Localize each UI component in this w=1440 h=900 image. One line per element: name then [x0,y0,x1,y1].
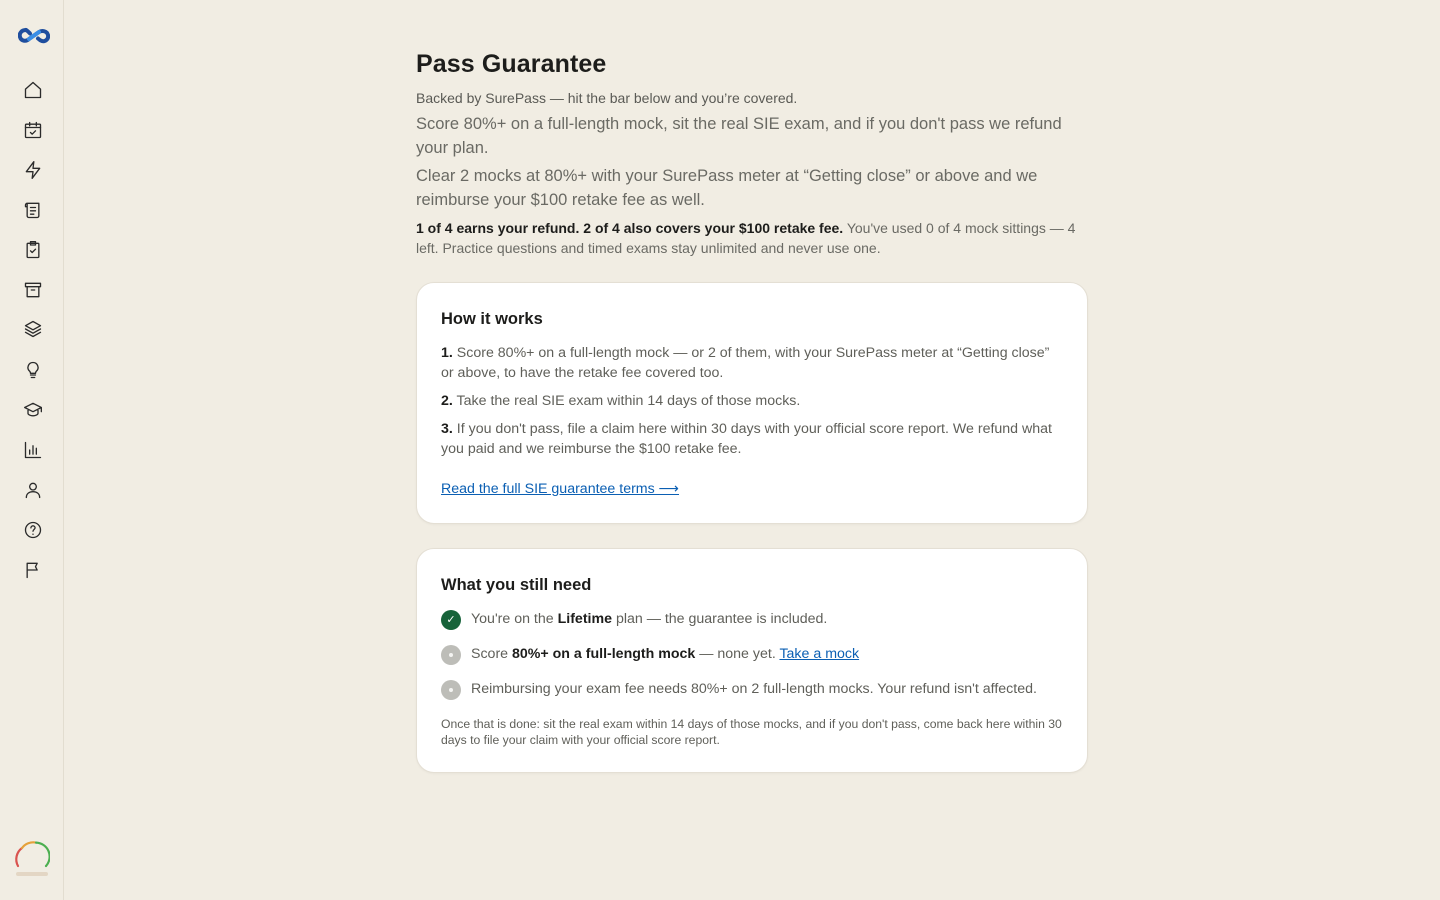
graduation-cap-icon[interactable] [22,399,44,421]
take-a-mock-link[interactable]: Take a mock [779,646,860,662]
req-text-pre: Score [471,646,513,662]
step-number: 1. [441,345,453,361]
mock-usage-strong: 1 of 4 earns your refund. 2 of 4 also covers your $100 retake fee. [416,220,844,236]
requirements-list [441,609,1063,700]
requirement-text [471,644,859,664]
check-icon: ✓ [441,610,461,630]
req-text-pre: You're on the [471,611,558,627]
main-content [416,48,1088,773]
mock-usage-note [416,218,1088,258]
user-icon[interactable] [22,479,44,501]
requirement-retake-fee [441,679,1063,700]
how-it-works-card [416,282,1088,524]
step-1 [441,343,1063,383]
layers-icon[interactable] [22,318,44,340]
calendar-check-icon[interactable] [22,119,44,141]
readiness-meter[interactable] [14,838,50,878]
req-text-post: — none yet. [695,646,780,662]
plan-name: Lifetime [557,611,612,627]
how-it-works-title: How it works [441,310,543,328]
help-circle-icon[interactable] [22,519,44,541]
step-text: If you don't pass, file a claim here within 30 days with your official score report. We refund what you paid and we reimburse the $100 retake fee. [441,421,1052,457]
step-number: 2. [441,393,453,409]
requirement-text: Reimbursing your exam fee needs 80%+ on 2 full-length mocks. Your refund isn't affected. [471,681,1037,697]
lightbulb-icon[interactable] [22,359,44,381]
step-text: Take the real SIE exam within 14 days of those mocks. [452,393,801,409]
step-text: Score 80%+ on a full-length mock — or 2 of them, with your SurePass meter at “Getting close” or above, to have the retake fee covered too. [441,345,1050,381]
pending-dot-icon [441,680,461,700]
requirement-plan [441,609,1063,630]
guarantee-terms-link[interactable]: Read the full SIE guarantee terms ⟶ [441,481,680,497]
req-text-post: plan — the guarantee is included. [612,611,828,627]
sidebar [0,0,64,900]
step-number: 3. [441,421,453,437]
steps-list [441,343,1063,459]
bar-chart-icon[interactable] [22,439,44,461]
clipboard-check-icon[interactable] [22,239,44,261]
step-3 [441,419,1063,459]
requirements-footnote: Once that is done: sit the real exam within 14 days of those mocks, and if you don't pass, come back here within 30 days to file your claim with your official score report. [441,717,1062,747]
requirement-text [471,609,827,629]
bolt-icon[interactable] [22,159,44,181]
mock-usage-rest: You've used 0 of 4 mock sittings — 4 left. Practice questions and timed exams stay unlimited and never use one. [416,220,1076,256]
score-target: 80%+ on a full-length mock [512,646,696,662]
home-icon[interactable] [22,79,44,101]
step-2 [441,391,1063,411]
meter-track [16,872,48,876]
scroll-icon[interactable] [22,199,44,221]
page-subtitle: Backed by SurePass — hit the bar below and you’re covered. [416,90,798,106]
requirements-title: What you still need [441,576,592,594]
infinity-logo[interactable] [18,26,50,46]
requirements-card [416,548,1088,773]
page-title: Pass Guarantee [416,50,607,78]
pending-dot-icon [441,645,461,665]
lead-retake: Clear 2 mocks at 80%+ with your SurePass meter at “Getting close” or above and we reimburse your $100 retake fee as well. [416,167,1038,209]
archive-icon[interactable] [22,279,44,301]
requirement-mock-score [441,644,1063,665]
flag-icon[interactable] [22,559,44,581]
lead-refund: Score 80%+ on a full-length mock, sit the real SIE exam, and if you don't pass we refund your plan. [416,115,1062,157]
